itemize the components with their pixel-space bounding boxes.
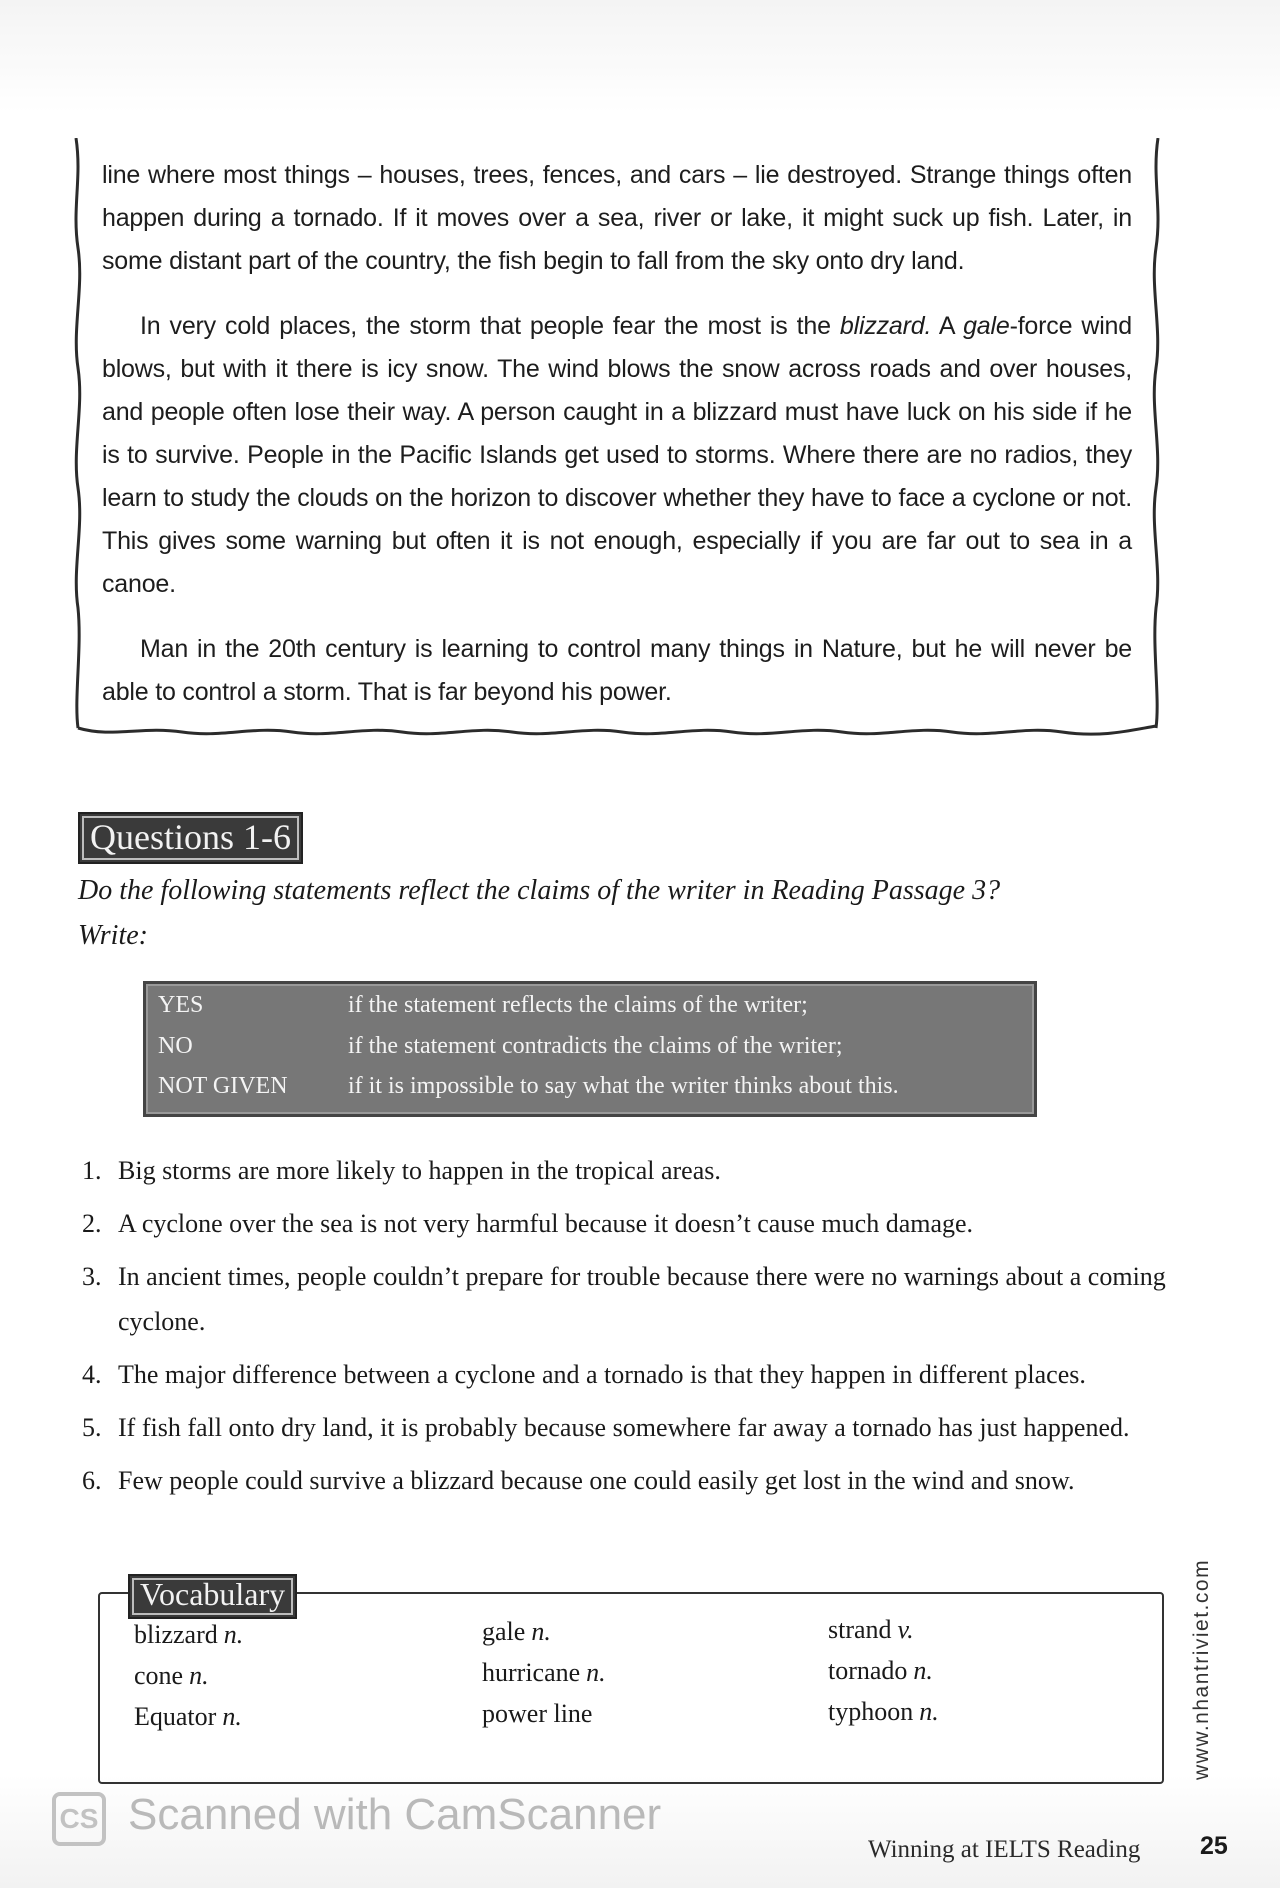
publisher-url: www.nhantriviet.com <box>1190 1558 1213 1780</box>
vocab-word <box>828 1615 914 1645</box>
question-number: 1. <box>82 1156 102 1185</box>
vocab-word <box>482 1617 551 1647</box>
italic-term: blizzard. <box>839 312 932 340</box>
questions-heading: Questions 1-6 <box>78 812 303 864</box>
legend-key: NO <box>158 1033 193 1059</box>
camscanner-logo-icon: CS <box>52 1792 106 1846</box>
question-text: Few people could survive a blizzard because one could easily get lost in the wind and snow. <box>118 1466 1075 1495</box>
vocab-term: typhoon <box>828 1697 914 1726</box>
legend-desc: if it is impossible to say what the writer thinks about this. <box>348 1073 899 1099</box>
instruction-write: Write: <box>78 920 148 951</box>
vocab-pos: n. <box>913 1656 933 1685</box>
vocab-word <box>482 1658 606 1688</box>
passage-paragraph <box>102 305 1132 606</box>
vocab-term: tornado <box>828 1656 908 1685</box>
vocab-term: gale <box>482 1617 526 1646</box>
question-item <box>82 1148 1172 1193</box>
vocab-pos: n. <box>919 1697 939 1726</box>
book-title: Winning at IELTS Reading <box>868 1836 1141 1863</box>
question-text: If fish fall onto dry land, it is probably because somewhere far away a tornado has just happened. <box>118 1413 1130 1442</box>
vocab-term: hurricane <box>482 1658 581 1687</box>
vocabulary-heading: Vocabulary <box>128 1574 297 1619</box>
vocab-word <box>828 1697 939 1727</box>
vocab-word <box>134 1620 243 1650</box>
paragraph-text: In very cold places, the storm that people fear the most is the <box>140 312 840 340</box>
question-number: 2. <box>82 1209 102 1238</box>
vocab-term: cone <box>134 1661 184 1690</box>
paragraph-text: A <box>931 312 964 340</box>
legend-desc: if the statement contradicts the claims of the writer; <box>348 1033 843 1059</box>
passage-paragraph <box>102 154 1132 283</box>
vocab-pos: n. <box>531 1617 551 1646</box>
legend-key: YES <box>158 992 204 1018</box>
vocab-pos: v. <box>897 1615 914 1644</box>
question-text: The major difference between a cyclone and a tornado is that they happen in different places. <box>118 1360 1086 1389</box>
question-list <box>82 1148 1172 1511</box>
instruction-line: Do the following statements reflect the claims of the writer in Reading Passage 3? <box>78 875 1001 906</box>
question-item <box>82 1352 1172 1397</box>
paragraph-text: Man in the 20th century is learning to control many things in Nature, but he will never be able to control a storm. That is far beyond his power. <box>102 635 1132 706</box>
question-number: 3. <box>82 1262 102 1291</box>
vocab-term: power line <box>482 1699 593 1728</box>
question-number: 4. <box>82 1360 102 1389</box>
legend-key: NOT GIVEN <box>158 1073 288 1099</box>
paragraph-text: line where most things – houses, trees, fences, and cars – lie destroyed. Strange things often happen during a tornado. If it moves over a sea, river or lake, it might suck up fish. Later, in some distant part of the country, the fish begin to fall from the sky onto dry land. <box>102 161 1132 275</box>
question-number: 5. <box>82 1413 102 1442</box>
italic-term: gale <box>963 312 1010 340</box>
vocab-word <box>134 1702 242 1732</box>
vocab-pos: n. <box>189 1661 209 1690</box>
question-item <box>82 1254 1172 1344</box>
vocab-term: Equator <box>134 1702 217 1731</box>
reading-passage-frame <box>72 138 1162 728</box>
vocab-term: strand <box>828 1615 892 1644</box>
question-item <box>82 1405 1172 1450</box>
vocab-word <box>134 1661 209 1691</box>
question-text: A cyclone over the sea is not very harmful because it doesn’t cause much damage. <box>118 1209 974 1238</box>
answer-key-legend <box>143 981 1037 1117</box>
passage-paragraph <box>102 628 1132 714</box>
paragraph-text: -force wind blows, but with it there is icy snow. The wind blows the snow across roads and over houses, and people often lose their way. A person caught in a blizzard must have luck on his side if he is to survive. People in the Pacific Islands get used to storms. Where there are no radios, they learn to study the clouds on the horizon to discover whether they have to face a cyclone or not. This gives some warning but often it is not enough, especially if you are far out to sea in a canoe. <box>102 312 1132 598</box>
scanner-watermark: Scanned with CamScanner <box>128 1790 662 1839</box>
question-item <box>82 1201 1172 1246</box>
vocabulary-box <box>98 1592 1164 1784</box>
instruction-text <box>78 868 1118 958</box>
question-item <box>82 1458 1172 1503</box>
vocab-word <box>828 1656 933 1686</box>
question-number: 6. <box>82 1466 102 1495</box>
page-number: 25 <box>1200 1832 1228 1860</box>
legend-desc: if the statement reflects the claims of the writer; <box>348 992 808 1018</box>
vocab-pos: n. <box>222 1702 242 1731</box>
question-text: Big storms are more likely to happen in the tropical areas. <box>118 1156 721 1185</box>
passage-text <box>102 154 1132 736</box>
vocab-pos: n. <box>586 1658 606 1687</box>
vocab-term: blizzard <box>134 1620 218 1649</box>
vocab-pos: n. <box>223 1620 244 1649</box>
question-text: In ancient times, people couldn’t prepare for trouble because there were no warnings about a coming cyclone. <box>118 1262 1166 1336</box>
vocab-word <box>482 1699 598 1729</box>
